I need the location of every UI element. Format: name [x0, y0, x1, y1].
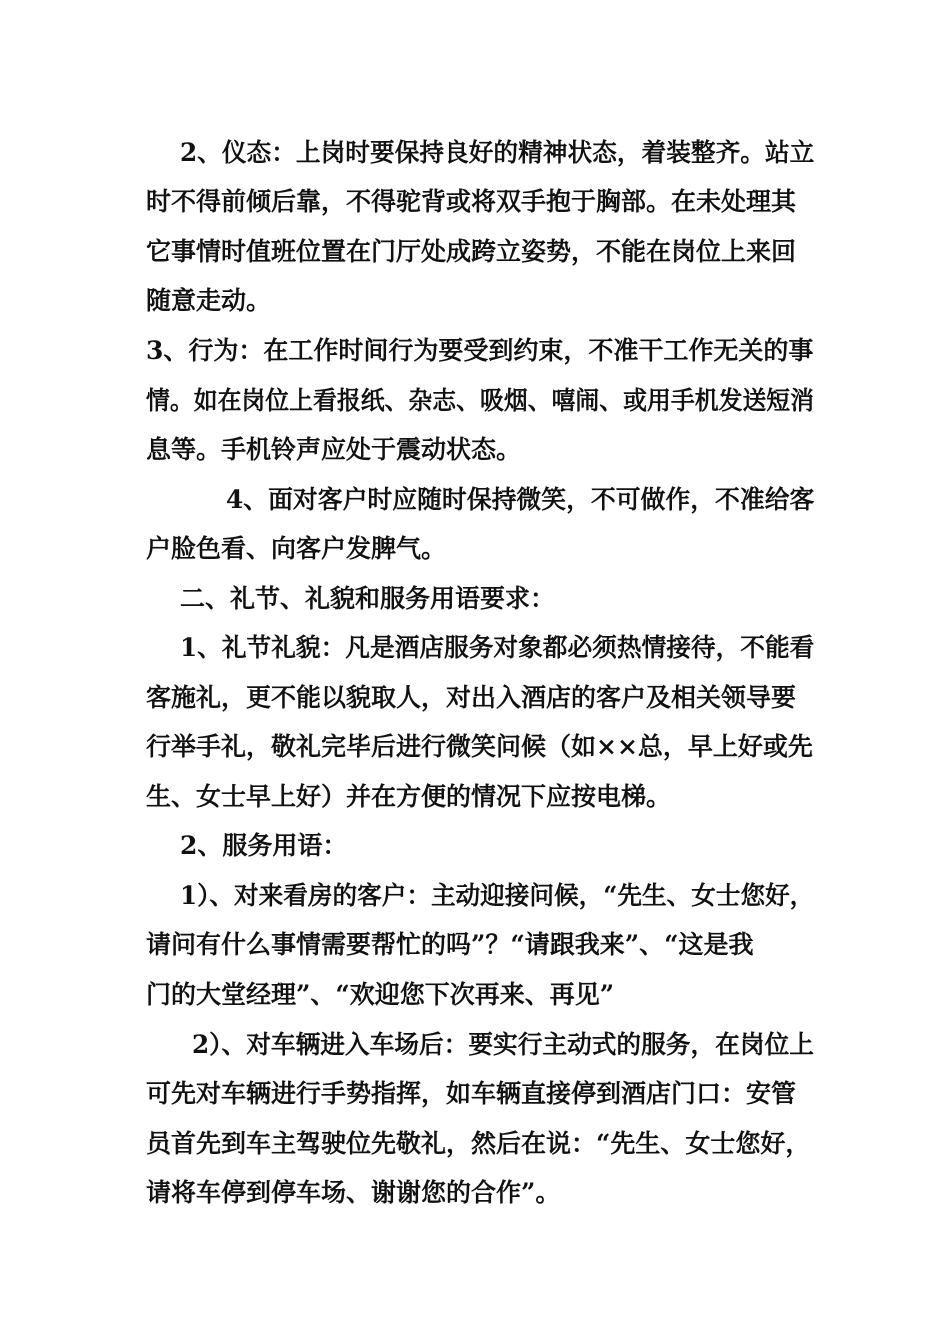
text-line: 3、行为：在工作时间行为要受到约束，不准干工作无关的事: [146, 336, 814, 365]
text-line: 随意走动。: [146, 286, 272, 315]
text-line: 行举手礼，敬礼完毕后进行微笑问候（如××总，早上好或先: [146, 732, 813, 761]
text-line: 请将车停到停车场、谢谢您的合作”。: [146, 1178, 561, 1207]
text-line: 2、仪态：上岗时要保持良好的精神状态，着装整齐。站立: [180, 138, 815, 167]
text-line: 请问有什么事情需要帮忙的吗”？“请跟我来”、“这是我: [146, 930, 754, 959]
text-line: 1）、对来看房的客户：主动迎接问候，“先生、女士您好，: [180, 881, 815, 910]
text-line: 员首先到车主驾驶位先敬礼，然后在说：“先生、女士您好，: [146, 1129, 811, 1158]
text-line: 它事情时值班位置在门厅处成跨立姿势，不能在岗位上来回: [146, 237, 797, 266]
text-line: 门的大堂经理”、“欢迎您下次再来、再见”: [146, 980, 615, 1009]
text-line: 1、礼节礼貌：凡是酒店服务对象都必须热情接待，不能看: [180, 633, 815, 662]
text-line: 2）、对车辆进入车场后：要实行主动式的服务，在岗位上: [192, 1030, 814, 1059]
text-line: 4、面对客户时应随时保持微笑，不可做作，不准给客: [226, 485, 815, 514]
text-line: 息等。手机铃声应处于震动状态。: [146, 435, 522, 464]
text-line: 2、服务用语：: [180, 831, 348, 860]
text-line: 可先对车辆进行手势指挥，如车辆直接停到酒店门口：安管: [146, 1079, 797, 1108]
text-line: 生、女士早上好）并在方便的情况下应按电梯。: [146, 782, 672, 811]
text-line: 时不得前倾后靠，不得驼背或将双手抱于胸部。在未处理其: [146, 187, 797, 216]
text-line: 客施礼，更不能以貌取人，对出入酒店的客户及相关领导要: [146, 683, 797, 712]
text-line: 情。如在岗位上看报纸、杂志、吸烟、嘻闹、或用手机发送短消: [146, 386, 815, 415]
section-heading: 二、礼节、礼貌和服务用语要求：: [180, 584, 556, 613]
text-line: 户脸色看、向客户发脾气。: [146, 534, 447, 563]
